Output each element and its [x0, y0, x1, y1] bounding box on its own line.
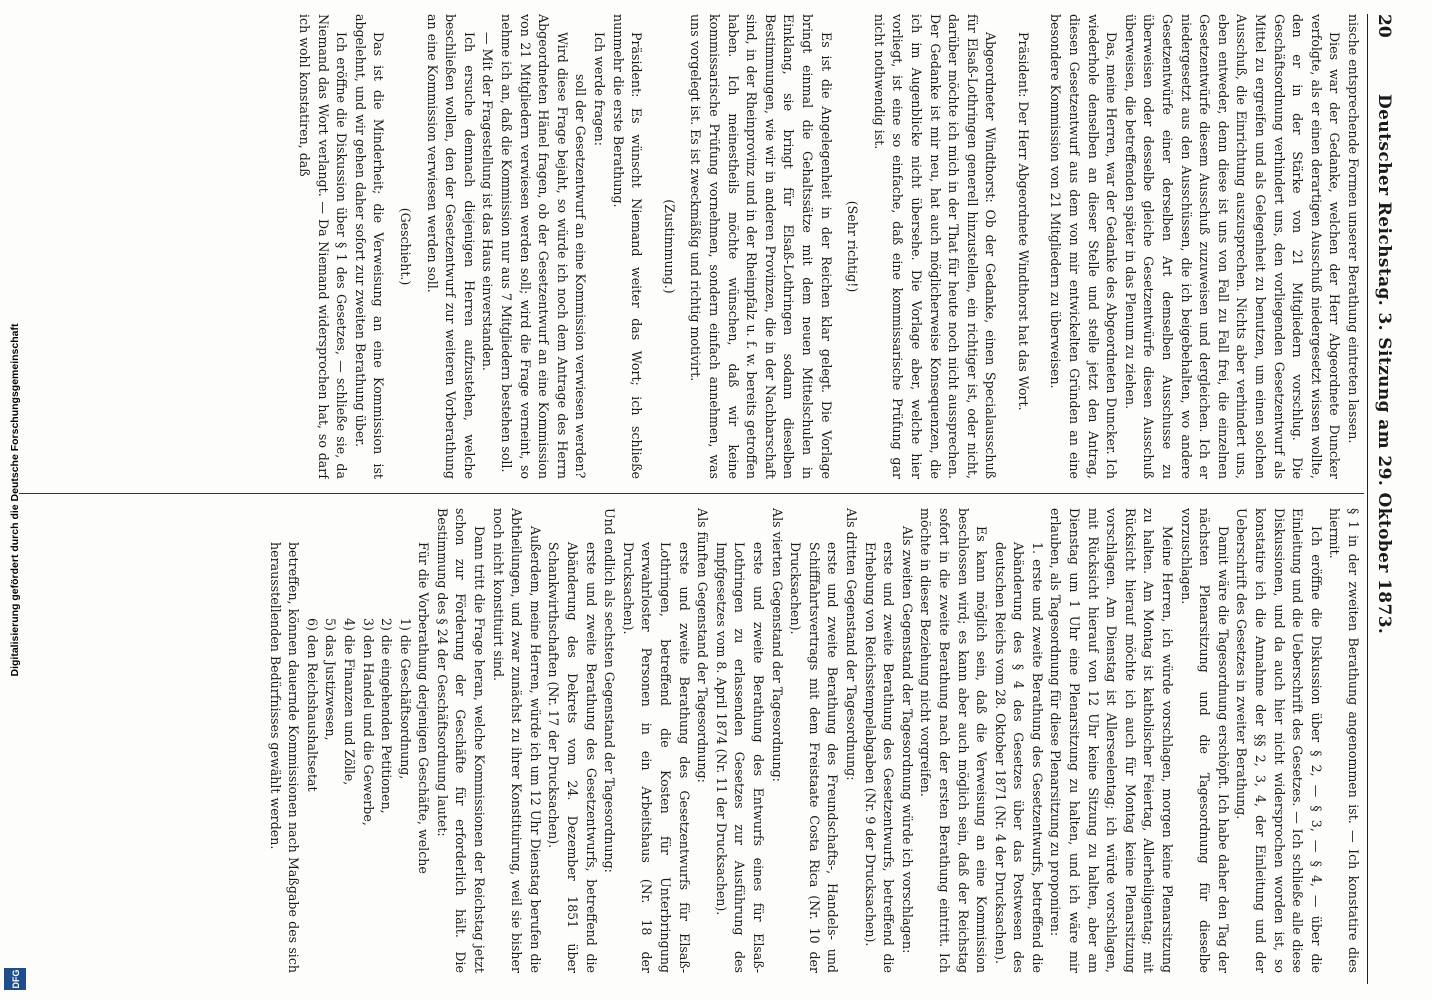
paragraph: Wird diese Frage bejaht, so würde ich noch dem Antrage des Herrn Abgeordneten Hänel fragen, ob der Gesetzentwurf an eine Kommission von 21 Mitgliedern verwiesen werden soll; wird die Frage verneint, so nehme ich an, daß die Kommission nur aus 7 Mitgliedern bestehen soll. [499, 14, 570, 479]
agenda-item: erste und zweite Berathung des Entwurfs eines für Elsaß-Lothringen zu erlassenden Gesetzes zur Ausführung des Impfgesetzes vom 8. April 1874 (Nr. 11 der Drucksachen). [713, 542, 766, 973]
paragraph: Als dritten Gegenstand der Tagesordnung: [843, 508, 859, 781]
paragraph: Es kann möglich sein, daß die Verweisung an eine Kommission beschlossen wird; es kann aber auch möglich sein, daß der Reichstag sofort in die zweite Berathung nach der ersten Berathung eintritt. Ich möchte in dieser Beziehung nicht vorgreifen. [918, 508, 990, 973]
agenda-item: erste und zweite Berathung des Gesetzentwurfs, betreffend die Erhebung von Reichsstempelabgaben (Nr. 9 der Drucksachen). [862, 542, 897, 973]
paragraph: Dann tritt die Frage heran, welche Kommissionen der Reichstag jetzt schon zur Förderung der Geschäfte für erforderlich hält. Die Bestimmung des § 24 der Geschäftsordnung lautet: [434, 508, 488, 973]
paragraph: Meine Herren, ich würde vorschlagen, morgen keine Plenarsitzung zu halten. Am Montag ist katholischer Feiertag, Allerheiligentag; mit Rücksicht hierauf möchte ich auch für Montag keine Plenarsitzung vorschlagen. Am Dienstag ist Allerseelentag; ich würde vorschlagen, mit Rücksicht hierauf von 12 Uhr keine Sitzung zu halten, aber am Dienstag um 1 Uhr eine Plenarsitzung zu halten, und ich wäre mir erlauben, als Tagesordnung für diese Plenarsitzung zu proponiren: [1048, 508, 1176, 973]
digitization-note: Digitalisierung gefördert durch die Deutsche Forschungsgemeinschaft [9, 323, 21, 677]
left-column [22, 14, 1362, 479]
agenda-item: erste und zweite Berathung des Gesetzentwurfs, betreffend die Abänderung des Dekrets vom 24. Dezember 1851 über Schankwirthschaften (Nr. 17 der Drucksachen). [546, 542, 599, 973]
paragraph: § 1 in der zweiten Berathung angenommen ist. — Ich konstatire dies hiermit. [1327, 508, 1361, 973]
paragraph: Das, meine Herren, war der Gedanke des Abgeordneten Duncker. Ich wiederhole denselben an dieser Stelle und stelle jetzt den Antrag, diesen Gesetzentwurf aus dem von mir entwickelten Gründen an eine besondere Kommission von 21 Mitgliedern zu überweisen. [1048, 14, 1120, 479]
paragraph: Es ist die Angelegenheit in der Reichen klar gelegt. Die Vorlage bringt einmal die Gehaltssätze mit dem neuen Mittelschulen in Einklang, sie bringt für Elsaß-Lothringen sodann dieselben Bestimmungen, wie wir in anderen Provinzen, die in der Nachbarschaft sind, in der Rheinprovinz und in der Rheinpfalz u. f. w. bereits getroffen haben. Ich meinestheils möchte wünschen, daß wir keine kommissarische Prüfung vornehmen, sondern einfach annehmen, was uns vorgelegt ist. Es ist zweckmäßig und richtig motivirt. [688, 14, 834, 479]
question-text: soll der Gesetzentwurf an eine Kommission verwiesen werden? [573, 74, 589, 479]
paragraph: Damit wäre die Tagesordnung erschöpft. Ich habe daher den Tag der nächsten Plenarsitzung und die Tagesordnung für dieselbe vorzuschlagen. [1178, 508, 1231, 973]
list-item: 6) den Reichshaushaltsetat [304, 618, 320, 792]
list-item: 5) das Justizwesen, [323, 618, 339, 741]
speaker-paragraph: Abgeordneter Windthorst: Ob der Gedanke, einen Specialausschuß für Elsaß-Lothringen generell hinzustellen, ein richtiger ist, oder nicht, darüber möchte ich mich in der That für heute noch nicht aussprechen. Der Gedanke ist mir neu, hat auch möglicherweise Konsequenzen, die ich im Augenblicke nicht übersehe. Die Vorlage aber, welche hier vorliegt, ist eine so einfache, daß eine kommissarische Prüfung gar nicht nothwendig ist. [871, 14, 999, 479]
list-item: 2) die eingehenden Petitionen, [379, 618, 395, 814]
list-item: 3) den Handel und die Gewerbe, [360, 618, 376, 826]
paragraph: Ich ersuche demnach diejenigen Herren aufzustehen, welche beschließen wollen, den der Gesetzentwurf zur weiteren Vorberathung an eine Kommission verwiesen werden soll. [424, 14, 477, 479]
page-running-title: Deutscher Reichstag. 3. Sitzung am 29. Oktober 1873. [1374, 94, 1394, 635]
paragraph: nische entsprechende Formen unserer Berathung eintreten lassen. [1346, 14, 1361, 444]
quoted-rule: Für die Vorberathung derjenigen Geschäfte, welche [416, 542, 432, 874]
paragraph: Als fünften Gegenstand der Tagesordnung: [695, 508, 711, 783]
speaker-paragraph: Präsident: Es wünscht Niemand weiter das Wort; ich schließe nunmehr die erste Berathung. [610, 14, 645, 479]
paragraph: Dies war der Gedanke, welchen der Herr Abgeordnete Duncker verfolgte, als er einen derartigen Ausschuß niedergesetzt wissen wollte, den er in der Stärke von 21 Mitgliedern vorschlug. Die Geschäftsordnung verhindert uns, den vorliegenden Gesetzentwurf als Mittel zu ergreifen und als Gelegenheit zu benutzen, um einen solchen Ausschuß, die Einrichtung auszusprechen. Nichts aber verhindert uns, eben entweder, denn diese ist uns von Fall zu Fall frei, die einzelnen Gesetzentwürfe diesem Ausschuß zuzuweisen und dergleichen. Ich er niedergesetzt aus den Ausschüssen, die ich beigebehalten, wo andere Gesetzentwürfe einer derselben Art demselben Ausschusse zu überweisen oder desselbe gleiche Gesetzentwürfe diesen Ausschuß überweisen, die betreffenden später in das Plenum zu ziehen. [1122, 14, 1343, 479]
page-header [1372, 14, 1394, 984]
speaker-paragraph: Präsident: Der Herr Abgeordnete Windthorst hat das Wort. [1015, 32, 1031, 411]
paragraph: — Mit der Fragestellung ist das Haus einverstanden. [480, 32, 496, 371]
paragraph: Als vierten Gegenstand der Tagesordnung: [769, 508, 785, 782]
paragraph: Ich werde fragen: [592, 32, 608, 146]
interjection: (Zustimmung.) [661, 199, 677, 294]
right-column [22, 508, 1362, 973]
header-rule [1367, 14, 1368, 984]
interjection: (Geschieht.) [398, 207, 414, 286]
list-item: 1) die Geschäftsordnung, [397, 618, 413, 780]
agenda-item: erste und zweite Berathung des Freundschafts-, Handels- und Schifffahrtsvertrags mit dem Freistaate Costa Rica (Nr. 10 der Drucksachen). [788, 542, 841, 973]
paragraph: Das ist die Minderheit; die Verweisung an eine Kommission ist abgelehnt, und wir gehen daher sofort zur zweiten Berathung über. [352, 14, 387, 479]
paragraph: Ich eröffne die Diskussion über § 2, — § 3, — § 4, — über die Einleitung und die Ueberschrift des Gesetzes. — Ich schließe alle diese Diskussionen, und da auch hier nicht widersprochen worden ist, so konstatire ich die Annahme der §§ 2, 3, 4, der Einleitung und der Ueberschrift des Gesetzes in zweiter Berathung. [1234, 508, 1324, 973]
dfg-logo-text: DFG [11, 969, 21, 989]
dfg-logo-icon [4, 968, 26, 990]
paragraph: betreffen, können dauernde Kommissionen nach Maßgabe des sich herausstellenden Bedürfnisses gewählt werden. [267, 542, 302, 973]
agenda-item: 1. erste und zweite Berathung des Gesetzentwurfs, betreffend die Abänderung des § 4 des Gesetzes über das Postwesen des deutschen Reichs vom 28. Oktober 1871 (Nr. 4 der Drucksachen). [992, 542, 1045, 973]
paragraph: Ich eröffne die Diskussion über § 1 des Gesetzes, — schließe sie, da Niemand das Wort verlangt. — Da Niemand widersprochen hat, so darf ich wohl konstatiren, daß [297, 14, 350, 479]
interjection: (Sehr richtig!) [845, 200, 861, 293]
agenda-item: erste und zweite Berathung des Gesetzentwurfs für Elsaß-Lothringen, betreffend die Kosten für Unterbringung verwahrloster Personen in ein Arbeitshaus (Nr. 18 der Drucksachen). [620, 542, 692, 973]
paragraph: Als zweiten Gegenstand der Tagesordnung würde ich vorschlagen: [899, 526, 915, 954]
paragraph: Außerdem, meine Herren, würde ich um 12 Uhr Dienstag berufen die Abtheilungen, und zwar zunächst zu ihrer Konstituirung, weil sie bisher noch nicht konstituirt sind. [490, 508, 543, 973]
column-divider [19, 493, 1364, 494]
paragraph: Und endlich als sechsten Gegenstand der Tagesordnung: [602, 508, 618, 873]
page-number: 20 [1374, 14, 1394, 38]
list-item: 4) die Finanzen und Zölle, [341, 618, 357, 786]
digitization-footer [0, 0, 30, 1000]
